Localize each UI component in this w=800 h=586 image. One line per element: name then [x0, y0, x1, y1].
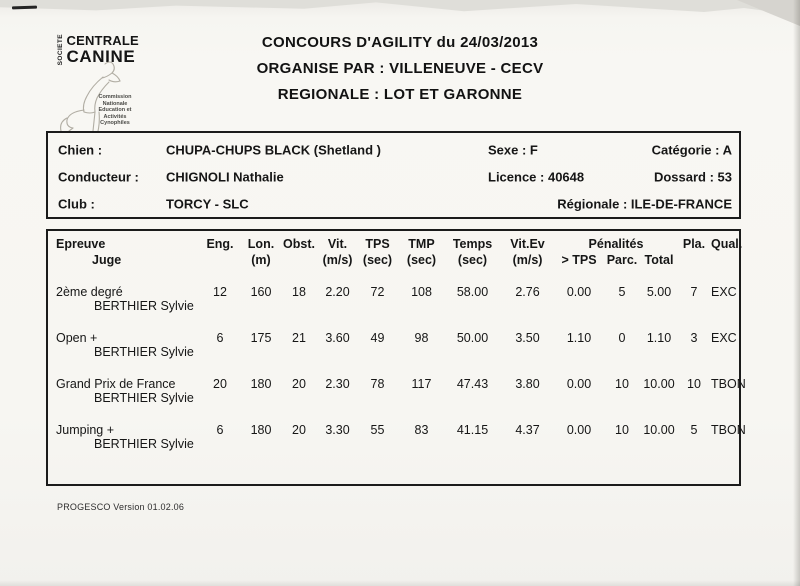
info-row-chien [48, 136, 739, 163]
unit-tps: (sec) [362, 253, 393, 267]
commission-line: Education et [98, 107, 132, 114]
ptps-value: 0.00 [566, 377, 592, 391]
commission-line: Commission [98, 94, 132, 100]
tmp-value: 83 [414, 423, 429, 437]
results-table-box [46, 229, 746, 486]
sexe-field: Sexe : F [488, 142, 538, 157]
lon-value: 160 [250, 285, 272, 299]
col-header-parc: Parc. [606, 253, 638, 267]
col-header-tps: TPS [365, 237, 390, 251]
parc-value: 5 [618, 285, 626, 299]
qual-value: TBON [711, 423, 746, 437]
qual-value: EXC [711, 285, 737, 299]
tmp-value: 108 [411, 285, 432, 299]
ptps-value: 0.00 [566, 285, 592, 299]
vitev-value: 2.76 [515, 285, 540, 299]
temps-value: 41.15 [456, 423, 489, 437]
result-row [48, 314, 739, 345]
dog-info-box [46, 131, 741, 219]
club-label: Club : [58, 196, 95, 211]
col-header-temps: Temps [452, 237, 493, 251]
result-row [48, 406, 739, 437]
vitev-value: 3.50 [515, 331, 540, 345]
tps-value: 72 [370, 285, 385, 299]
title-line-event: CONCOURS D'AGILITY du 24/03/2013 [261, 34, 539, 51]
unit-lon: (m) [251, 253, 271, 267]
epreuve-name: Grand Prix de France [56, 377, 176, 391]
result-judge-row [48, 345, 739, 360]
col-header-pla: Pla. [682, 237, 706, 251]
lon-value: 175 [250, 331, 272, 345]
pla-value: 5 [690, 423, 698, 437]
col-header-epreuve: Epreuve [56, 237, 106, 251]
eng-value: 12 [213, 285, 227, 299]
col-header-vit: Vit. [327, 237, 348, 251]
commission-line: Activités [103, 113, 127, 120]
scan-artifact-top-band [0, 0, 800, 16]
table-header-row-1 [48, 231, 739, 252]
parc-value: 10 [615, 377, 629, 391]
document-title [0, 30, 800, 108]
juge-name: BERTHIER Sylvie [94, 345, 194, 359]
vitev-value: 3.80 [515, 377, 540, 391]
result-row [48, 268, 739, 299]
col-header-penalites: Pénalités [588, 237, 644, 251]
unit-vit: (m/s) [322, 253, 353, 267]
epreuve-name: Open + [56, 331, 98, 345]
col-header-qual: Qual. [711, 237, 743, 251]
col-header-total: Total [644, 253, 674, 267]
unit-temps: (sec) [457, 253, 488, 267]
juge-name: BERTHIER Sylvie [94, 391, 194, 405]
dossard-field: Dossard : 53 [653, 169, 732, 184]
qual-value: TBON [711, 377, 746, 391]
result-judge-row [48, 437, 739, 452]
pla-value: 7 [690, 285, 698, 299]
table-header-row-2 [48, 252, 739, 268]
vitev-value: 4.37 [515, 423, 540, 437]
result-judge-row [48, 299, 739, 314]
col-header-lon: Lon. [247, 237, 275, 251]
vit-value: 2.30 [325, 377, 350, 391]
eng-value: 6 [216, 331, 224, 345]
juge-name: BERTHIER Sylvie [94, 437, 194, 451]
club-value: TORCY - SLC [166, 196, 249, 211]
conducteur-value: CHIGNOLI Nathalie [166, 169, 284, 184]
col-header-tmp: TMP [408, 237, 435, 251]
col-header-ptps: > TPS [561, 253, 597, 267]
info-row-club [48, 190, 739, 217]
lon-value: 180 [250, 423, 272, 437]
col-header-juge: Juge [92, 253, 122, 267]
juge-name: BERTHIER Sylvie [94, 299, 194, 313]
qual-value: EXC [711, 331, 737, 345]
pla-value: 3 [690, 331, 698, 345]
ptps-value: 0.00 [566, 423, 592, 437]
temps-value: 47.43 [456, 377, 489, 391]
parc-value: 10 [615, 423, 629, 437]
conducteur-label: Conducteur : [58, 169, 139, 184]
result-judge-row [48, 391, 739, 406]
unit-tmp: (sec) [406, 253, 437, 267]
tmp-value: 117 [411, 377, 432, 391]
tps-value: 49 [370, 331, 385, 345]
eng-value: 6 [216, 423, 224, 437]
pla-value: 10 [687, 377, 701, 391]
eng-value: 20 [213, 377, 227, 391]
col-header-vitev: Vit.Ev [510, 237, 545, 251]
scc-logo-canine-text: CANINE [66, 46, 136, 66]
obst-value: 20 [292, 423, 306, 437]
total-value: 10.00 [643, 423, 675, 437]
chien-value: CHUPA-CHUPS BLACK (Shetland ) [166, 142, 381, 157]
epreuve-name: 2ème degré [56, 285, 123, 299]
col-header-eng: Eng. [206, 237, 234, 251]
results-table [48, 231, 746, 452]
scc-logo-centrale-text: CENTRALE [66, 33, 139, 48]
tps-value: 78 [370, 377, 385, 391]
total-value: 10.00 [643, 377, 675, 391]
categorie-field: Catégorie : A [651, 142, 732, 157]
obst-value: 18 [292, 285, 306, 299]
scan-artifact-bottom-edge [0, 580, 800, 586]
regionale-field: Régionale : ILE-DE-FRANCE [557, 196, 732, 211]
vit-value: 3.60 [325, 331, 350, 345]
info-row-conducteur [48, 163, 739, 190]
chien-label: Chien : [58, 142, 103, 157]
title-line-regionale: REGIONALE : LOT ET GARONNE [277, 86, 523, 103]
temps-value: 58.00 [456, 285, 489, 299]
licence-field: Licence : 40648 [488, 169, 585, 184]
obst-value: 21 [292, 331, 306, 345]
obst-value: 20 [292, 377, 306, 391]
parc-value: 0 [618, 331, 626, 345]
tmp-value: 98 [414, 331, 429, 345]
total-value: 5.00 [646, 285, 672, 299]
epreuve-name: Jumping + [56, 423, 115, 437]
commission-line: Cynophiles [100, 120, 130, 127]
total-value: 1.10 [646, 331, 672, 345]
ptps-value: 1.10 [566, 331, 592, 345]
temps-value: 50.00 [456, 331, 489, 345]
scc-logo-societe-text: SOCIETE [57, 34, 64, 66]
lon-value: 180 [250, 377, 272, 391]
title-line-organizer: ORGANISE PAR : VILLENEUVE - CECV [256, 60, 544, 77]
vit-value: 2.20 [325, 285, 350, 299]
col-header-obst: Obst. [283, 237, 315, 251]
commission-line: Nationale [102, 100, 128, 107]
progesco-version-text: PROGESCO Version 01.02.06 [57, 502, 185, 512]
tps-value: 55 [370, 423, 385, 437]
result-row [48, 360, 739, 391]
vit-value: 3.30 [325, 423, 350, 437]
scan-artifact-dash [12, 6, 37, 10]
unit-vitev: (m/s) [512, 253, 543, 267]
